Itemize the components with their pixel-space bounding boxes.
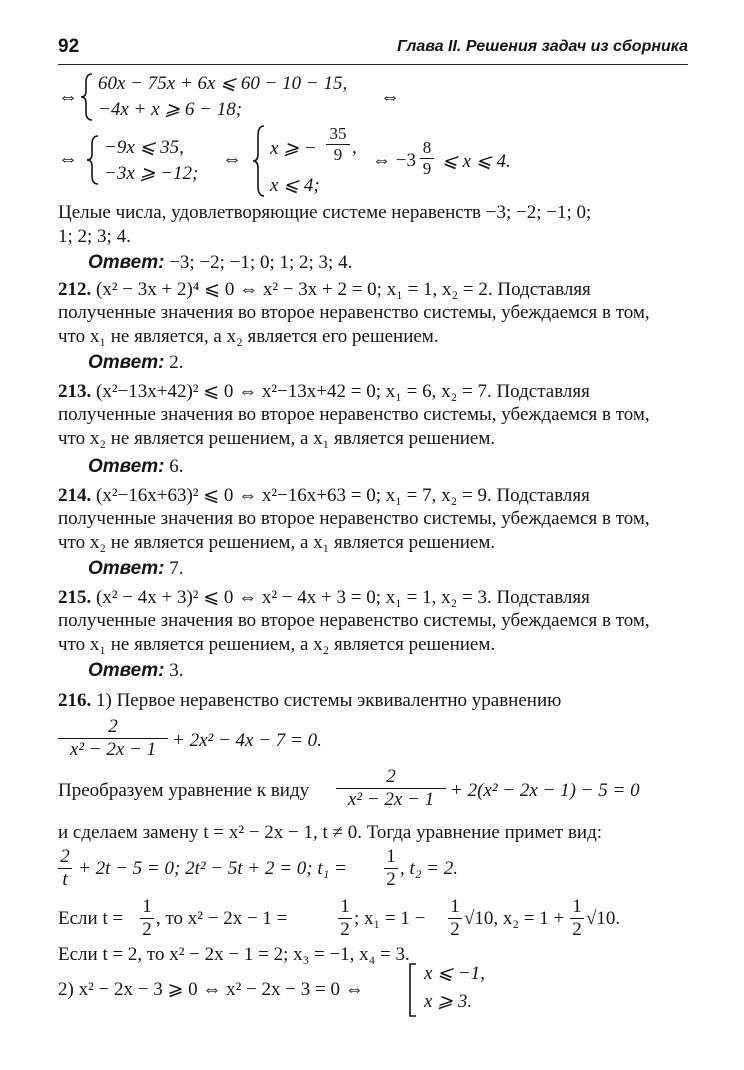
part2-line2: x ⩾ 3. <box>424 991 473 1012</box>
answer-213: Ответ: 6. <box>88 456 184 477</box>
problem-212-line2: полученные значения во второе неравенство системы, убеждаемся в том, <box>58 302 650 323</box>
system1-line1: 60x − 75x + 6x ⩽ 60 − 10 − 15, <box>98 73 348 94</box>
case1-b: , то x² − 2x − 1 = <box>156 908 288 929</box>
problem-213-line3: что x₂ не является решением, а x₁ является решением. <box>58 428 496 449</box>
answer-214: Ответ: 7. <box>88 558 184 579</box>
system2-line3: x ⩾ − <box>270 138 317 159</box>
fraction-case1-1: 1 2 <box>140 896 154 941</box>
problem-213-line2: полученные значения во второе неравенство системы, убеждаемся в том, <box>58 404 650 425</box>
equivalence-arrow: ⇔ <box>58 148 78 170</box>
fraction-t1: 1 2 <box>384 846 398 891</box>
answer-215: Ответ: 3. <box>88 660 184 681</box>
system2-result-prefix: ⇔ −3 <box>372 150 416 171</box>
problem-213-line1: 213. (x²−13x+42)² ⩽ 0 ⇔ x²−13x+42 = 0; x₁ = 6, x₂ = 7. Подставляя <box>58 381 590 402</box>
fraction-case1-3: 1 2 <box>448 896 462 941</box>
eq1-rest: + 2x² − 4x − 7 = 0. <box>172 730 322 751</box>
problem-215-line2: полученные значения во второе неравенство системы, убеждаемся в том, <box>58 610 650 631</box>
system2-line4: x ⩽ 4; <box>270 175 320 196</box>
system1-line2: −4x + x ⩾ 6 − 18; <box>98 99 243 120</box>
system2-result-suffix: ⩽ x ⩽ 4. <box>442 151 511 172</box>
case2-line: Если t = 2, то x² − 2x − 1 = 2; x₃ = −1, x₄ = 3. <box>58 944 410 965</box>
left-bracket-icon <box>408 962 418 1018</box>
case1-d: √10, x₂ = 1 + <box>464 908 565 929</box>
system2-line3-suffix: , <box>352 137 357 158</box>
transform-prefix: Преобразуем уравнение к виду <box>58 780 310 801</box>
system2-line2: −3x ⩾ −12; <box>104 163 199 184</box>
equivalence-arrow: ⇔ <box>222 148 242 170</box>
left-brace-icon <box>80 72 94 122</box>
t2-value: , t₂ = 2. <box>400 858 458 879</box>
fraction-35-9: 35 9 <box>326 124 350 165</box>
page-header <box>58 34 688 65</box>
fraction-8-9: 8 9 <box>420 138 434 179</box>
transform-rest: + 2(x² − 2x − 1) − 5 = 0 <box>450 780 640 801</box>
case1-c: ; x₁ = 1 − <box>354 908 426 929</box>
answer-211: Ответ: −3; −2; −1; 0; 1; 2; 3; 4. <box>88 252 353 273</box>
problem-214-line3: что x₂ не является решением, а x₁ является решением. <box>58 532 496 553</box>
answer-212: Ответ: 2. <box>88 352 184 373</box>
page-number: 92 <box>58 36 80 57</box>
part2-prefix: 2) x² − 2x − 3 ⩾ 0 ⇔ x² − 2x − 3 = 0 ⇔ <box>58 979 364 1000</box>
problem-212-line3: что x₁ не является, а x₂ является его решением. <box>58 326 439 347</box>
left-brace-icon <box>86 134 100 186</box>
case1-e: √10. <box>586 908 621 929</box>
case1-a: Если t = <box>58 908 124 929</box>
problem-212-line1: 212. (x² − 3x + 2)⁴ ⩽ 0 ⇔ x² − 3x + 2 = 0; x₁ = 1, x₂ = 2. Подставляя <box>58 279 591 300</box>
part2-line1: x ⩽ −1, <box>424 963 485 984</box>
substitution-line: и сделаем замену t = x² − 2x − 1, t ≠ 0. Тогда уравнение примет вид: <box>58 822 603 843</box>
equivalence-arrow: ⇔ <box>58 86 78 108</box>
equivalence-arrow: ⇔ <box>380 86 400 108</box>
fraction-eq1: 2 x² − 2x − 1 <box>58 716 168 761</box>
problem-214-line1: 214. (x²−16x+63)² ⩽ 0 ⇔ x²−16x+63 = 0; x₁ = 7, x₂ = 9. Подставляя <box>58 485 590 506</box>
fraction-2-over-t: 2 t <box>58 846 72 891</box>
running-head: Глава II. Решения задач из сборника <box>397 38 688 55</box>
integers-line2: 1; 2; 3; 4. <box>58 226 131 247</box>
problem-215-line1: 215. (x² − 4x + 3)² ⩽ 0 ⇔ x² − 4x + 3 = 0; x₁ = 1, x₂ = 3. Подставляя <box>58 587 590 608</box>
problem-216-line1: 216. 1) Первое неравенство системы эквивалентно уравнению <box>58 690 562 711</box>
integers-line1: Целые числа, удовлетворяющие системе неравенств −3; −2; −1; 0; <box>58 202 592 223</box>
fraction-case1-4: 1 2 <box>570 896 584 941</box>
system2-line1: −9x ⩽ 35, <box>104 137 184 158</box>
fraction-case1-2: 1 2 <box>338 896 352 941</box>
problem-214-line2: полученные значения во второе неравенство системы, убеждаемся в том, <box>58 508 650 529</box>
t-equation: + 2t − 5 = 0; 2t² − 5t + 2 = 0; t₁ = <box>78 858 347 879</box>
left-brace-icon <box>252 124 266 198</box>
problem-215-line3: что x₁ не является решением, а x₂ является решением. <box>58 634 496 655</box>
fraction-transform: 2 x² − 2x − 1 <box>336 766 446 811</box>
